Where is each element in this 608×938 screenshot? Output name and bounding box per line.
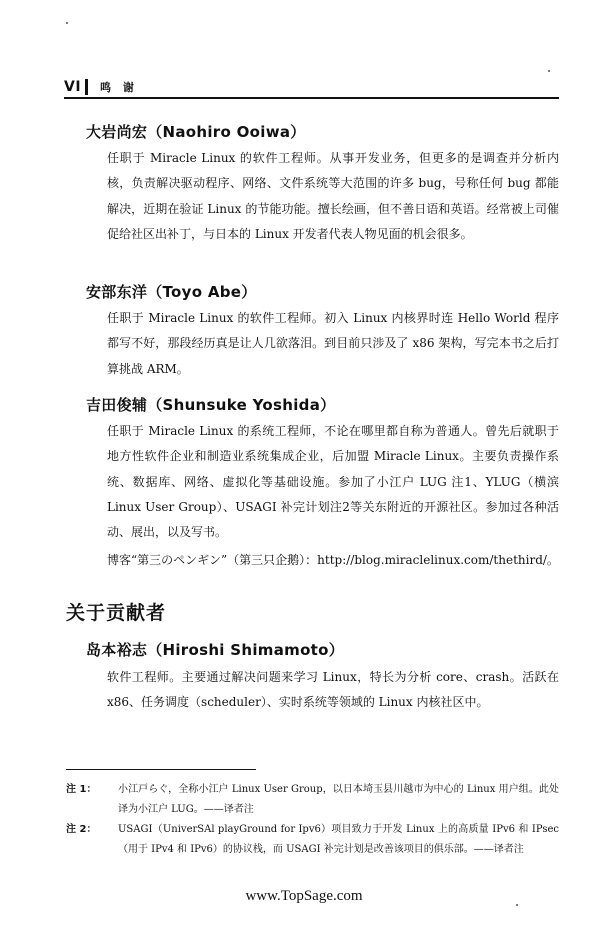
header-rule — [64, 97, 559, 99]
scan-speck — [548, 70, 550, 72]
footnote — [66, 780, 559, 820]
running-title: 鸣 谢 — [100, 81, 138, 94]
author-name: 吉田俊辅（Shunsuke Yoshida） — [86, 396, 336, 414]
footnote-text: 小江戸らぐ，全称小江户 Linux User Group，以日本埼玉县川越市为中心的 Linux 用户组。此处译为小江户 LUG。——译者注 — [118, 784, 559, 815]
author-bio: 任职于 Miracle Linux 的软件工程师。初入 Linux 内核界时连 Hello World 程序都写不好，那段经历真是让人几欲落泪。到目前只涉及了 x86 架构，写完本书之后打算挑战 ARM。 — [107, 311, 559, 376]
contributor-name: 岛本裕志（Hiroshi Shimamoto） — [86, 641, 345, 659]
author-blog: 博客“第三のペンギン”（第三只企鹅）：http://blog.miraclelinux.com/thethird/。 — [107, 553, 559, 567]
footnote-marker: 注 1： — [66, 784, 97, 795]
author-name: 安部东洋（Toyo Abe） — [86, 283, 257, 301]
scan-speck — [66, 22, 68, 24]
header-divider-bar — [85, 79, 88, 95]
footnote-marker: 注 2： — [66, 824, 97, 835]
footnote-rule — [66, 769, 256, 770]
scan-speck — [516, 904, 518, 906]
author-bio: 任职于 Miracle Linux 的软件工程师。从事开发业务，但更多的是调查并分析内核，负责解决驱动程序、网络、文件系统等大范围的许多 bug，号称任何 bug 都能解决，近期在验证 Linux 的节能功能。擅长绘画，但不善日语和英语。经常被上司催促给社区出补丁，与日本的 Linux 开发者代表人物见面的机会很多。 — [107, 151, 559, 241]
page-number: VI — [64, 79, 82, 95]
author-name: 大岩尚宏（Naohiro Ooiwa） — [86, 123, 306, 141]
footnote-text: USAGI（UniverSAl playGround for Ipv6）项目致力于开发 Linux 上的高质量 IPv6 和 IPsec（用于 IPv4 和 IPv6）的协议栈，而 USAGI 补完计划是改善该项目的俱乐部。——译者注 — [118, 824, 559, 855]
section-title: 关于贡献者 — [66, 602, 167, 624]
contributor-bio: 软件工程师。主要通过解决问题来学习 Linux，特长为分析 core、crash。活跃在 x86、任务调度（scheduler）、实时系统等领域的 Linux 内核社区中。 — [107, 670, 559, 710]
footer-watermark-url: www.TopSage.com — [245, 888, 363, 904]
footnote — [66, 820, 559, 860]
author-bio: 任职于 Miracle Linux 的系统工程师，不论在哪里都自称为普通人。曾先后就职于地方性软件企业和制造业系统集成企业，后加盟 Miracle Linux。主要负责操作系统、数据库、网络、虚拟化等基础设施。参加了小江户 LUG 注1、YLUG（横滨 Linux User Group）、USAGI 补完计划注2等关东附近的开源社区。参加过各种活动、展出，以及写书。 — [107, 424, 559, 540]
running-header — [64, 78, 138, 96]
